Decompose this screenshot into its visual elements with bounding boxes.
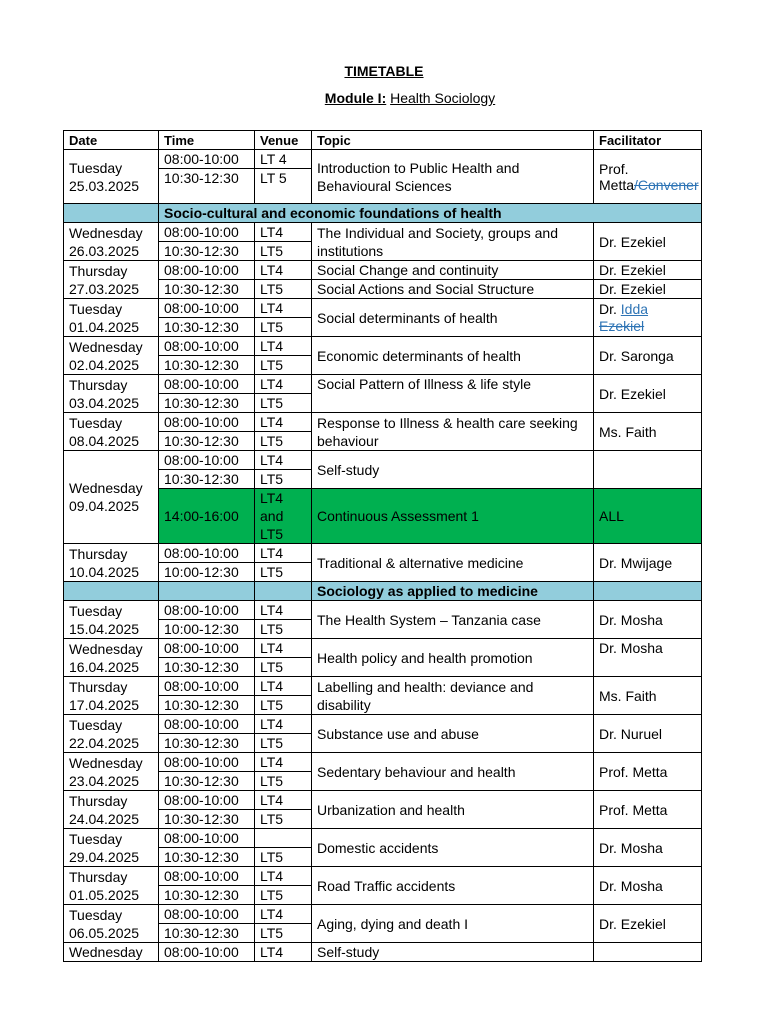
time-cell: 08:00-10:00 [159, 413, 255, 432]
topic-cell: Social Change and continuity [312, 261, 594, 280]
module-label: Module I: [324, 90, 387, 106]
table-row [64, 375, 702, 394]
venue-cell: LT5 [255, 242, 312, 261]
time-cell: 10:30-12:30 [159, 886, 255, 905]
table-row [64, 943, 702, 962]
header-topic: Topic [312, 131, 594, 150]
facilitator-cell [594, 943, 702, 962]
date-cell: Tuesday 08.04.2025 [64, 413, 159, 451]
date-cell: Tuesday 06.05.2025 [64, 905, 159, 943]
venue-cell: LT4 [255, 413, 312, 432]
date-cell: Wednesday 16.04.2025 [64, 639, 159, 677]
date-cell: Thursday 24.04.2025 [64, 791, 159, 829]
facilitator-cell: ALL [594, 489, 702, 544]
venue-cell: LT5 [255, 356, 312, 375]
topic-cell: Sedentary behaviour and health [312, 753, 594, 791]
topic-cell: Health policy and health promotion [312, 639, 594, 677]
topic-cell: Road Traffic accidents [312, 867, 594, 905]
venue-cell: LT5 [255, 620, 312, 639]
header-date: Date [64, 131, 159, 150]
venue-cell: LT4 [255, 223, 312, 242]
table-row [64, 905, 702, 924]
venue-cell: LT5 [255, 886, 312, 905]
facilitator-cell: Dr. Idda Ezekiel [594, 299, 702, 337]
table-row [64, 639, 702, 658]
venue-cell: LT4 [255, 943, 312, 962]
topic-cell: Continuous Assessment 1 [312, 489, 594, 544]
facilitator-cell: Prof. Metta [594, 791, 702, 829]
facilitator-cell: Ms. Faith [594, 677, 702, 715]
venue-cell [255, 829, 312, 848]
topic-cell: Social Actions and Social Structure [312, 280, 594, 299]
time-cell: 10:30-12:30 [159, 432, 255, 451]
time-cell: 10:30-12:30 [159, 169, 255, 204]
deleted-text: /Convener [634, 176, 699, 193]
venue-cell: LT5 [255, 734, 312, 753]
time-cell: 14:00-16:00 [159, 489, 255, 544]
time-cell: 08:00-10:00 [159, 829, 255, 848]
date-cell: Wednesday 09.04.2025 [64, 451, 159, 544]
topic-cell: The Individual and Society, groups and institutions [312, 223, 594, 261]
time-cell: 10:30-12:30 [159, 470, 255, 489]
topic-cell: Self-study [312, 451, 594, 489]
time-cell: 10:30-12:30 [159, 696, 255, 715]
facilitator-cell: Dr. Ezekiel [594, 223, 702, 261]
table-row [64, 829, 702, 848]
facilitator-cell: Prof. Metta/Convener [594, 150, 702, 204]
facilitator-cell: Prof. Metta [594, 753, 702, 791]
facilitator-cell: Dr. Ezekiel [594, 261, 702, 280]
topic-cell: Domestic accidents [312, 829, 594, 867]
venue-cell: LT5 [255, 432, 312, 451]
time-cell: 08:00-10:00 [159, 867, 255, 886]
topic-cell: Substance use and abuse [312, 715, 594, 753]
venue-cell: LT5 [255, 470, 312, 489]
table-row [64, 280, 702, 299]
time-cell: 10:30-12:30 [159, 318, 255, 337]
time-cell: 08:00-10:00 [159, 715, 255, 734]
time-cell: 10:30-12:30 [159, 356, 255, 375]
facilitator-cell: Dr. Mosha [594, 829, 702, 867]
time-cell: 08:00-10:00 [159, 375, 255, 394]
table-row [64, 150, 702, 169]
table-row [64, 299, 702, 318]
time-cell: 08:00-10:00 [159, 451, 255, 470]
venue-cell: LT5 [255, 394, 312, 413]
venue-cell: LT4 [255, 261, 312, 280]
facilitator-cell: Dr. Ezekiel [594, 375, 702, 413]
topic-cell: Response to Illness & health care seeking behaviour [312, 413, 594, 451]
page-title: TIMETABLE [344, 63, 424, 79]
facilitator-cell: Dr. Nuruel [594, 715, 702, 753]
date-cell: Tuesday 22.04.2025 [64, 715, 159, 753]
venue-cell: LT4 [255, 299, 312, 318]
table-row [64, 867, 702, 886]
facilitator-cell: Dr. Mosha [594, 867, 702, 905]
venue-cell: LT4 [255, 337, 312, 356]
topic-cell: Social determinants of health [312, 299, 594, 337]
facilitator-cell: Dr. Mosha [594, 601, 702, 639]
table-row [64, 753, 702, 772]
date-cell: Tuesday 29.04.2025 [64, 829, 159, 867]
table-row [64, 223, 702, 242]
time-cell: 10:30-12:30 [159, 658, 255, 677]
date-cell: Wednesday [64, 943, 159, 962]
table-row [64, 677, 702, 696]
time-cell: 10:30-12:30 [159, 924, 255, 943]
module-heading [60, 90, 760, 106]
venue-cell: LT4 [255, 715, 312, 734]
time-cell: 08:00-10:00 [159, 544, 255, 563]
facilitator-cell: Dr. Mosha [594, 639, 702, 677]
time-cell: 08:00-10:00 [159, 639, 255, 658]
time-cell: 08:00-10:00 [159, 753, 255, 772]
venue-cell: LT5 [255, 810, 312, 829]
section-row [64, 582, 702, 601]
time-cell: 10:00-12:30 [159, 563, 255, 582]
inserted-text: Idda [620, 300, 649, 317]
time-cell: 08:00-10:00 [159, 601, 255, 620]
date-cell: Thursday 17.04.2025 [64, 677, 159, 715]
header-facilitator: Facilitator [594, 131, 702, 150]
table-row [64, 715, 702, 734]
facilitator-cell: Dr. Ezekiel [594, 280, 702, 299]
table-row [64, 413, 702, 432]
date-cell: Thursday 27.03.2025 [64, 261, 159, 299]
venue-cell: LT5 [255, 772, 312, 791]
venue-cell: LT4 [255, 905, 312, 924]
topic-cell: Aging, dying and death I [312, 905, 594, 943]
time-cell: 08:00-10:00 [159, 905, 255, 924]
facilitator-cell: Dr. Saronga [594, 337, 702, 375]
time-cell: 08:00-10:00 [159, 677, 255, 696]
time-cell: 08:00-10:00 [159, 299, 255, 318]
timetable [63, 130, 702, 962]
venue-cell: LT 5 [255, 169, 312, 204]
facilitator-cell: Ms. Faith [594, 413, 702, 451]
venue-cell: LT4 [255, 677, 312, 696]
date-cell: Thursday 01.05.2025 [64, 867, 159, 905]
venue-cell: LT5 [255, 696, 312, 715]
venue-cell: LT5 [255, 924, 312, 943]
venue-cell: LT4 [255, 753, 312, 772]
topic-cell: Urbanization and health [312, 791, 594, 829]
facilitator-cell: Dr. Ezekiel [594, 905, 702, 943]
time-cell: 10:30-12:30 [159, 280, 255, 299]
venue-cell: LT5 [255, 280, 312, 299]
time-cell: 10:30-12:30 [159, 848, 255, 867]
venue-cell: LT4 [255, 451, 312, 470]
topic-cell: Self-study [312, 943, 594, 962]
date-cell: Thursday 10.04.2025 [64, 544, 159, 582]
table-row [64, 544, 702, 563]
table-row [64, 337, 702, 356]
facilitator-cell: Dr. Mwijage [594, 544, 702, 582]
topic-cell: The Health System – Tanzania case [312, 601, 594, 639]
time-cell: 10:30-12:30 [159, 734, 255, 753]
date-cell: Tuesday 15.04.2025 [64, 601, 159, 639]
table-row [64, 791, 702, 810]
topic-cell: Economic determinants of health [312, 337, 594, 375]
time-cell: 08:00-10:00 [159, 337, 255, 356]
venue-cell: LT5 [255, 318, 312, 337]
venue-cell: LT4 and LT5 [255, 489, 312, 544]
topic-cell: Social Pattern of Illness & life style [312, 375, 594, 413]
time-cell: 10:30-12:30 [159, 394, 255, 413]
header-venue: Venue [255, 131, 312, 150]
time-cell: 08:00-10:00 [159, 791, 255, 810]
time-cell: 08:00-10:00 [159, 261, 255, 280]
time-cell: 10:30-12:30 [159, 810, 255, 829]
time-cell: 10:30-12:30 [159, 772, 255, 791]
assessment-row [64, 489, 702, 544]
header-time: Time [159, 131, 255, 150]
topic-cell: Traditional & alternative medicine [312, 544, 594, 582]
venue-cell: LT5 [255, 563, 312, 582]
time-cell: 10:30-12:30 [159, 242, 255, 261]
venue-cell: LT4 [255, 544, 312, 563]
header-row [64, 131, 702, 150]
venue-cell: LT4 [255, 639, 312, 658]
topic-cell: Introduction to Public Health and Behavioural Sciences [312, 150, 594, 204]
topic-cell: Labelling and health: deviance and disability [312, 677, 594, 715]
date-cell: Thursday 03.04.2025 [64, 375, 159, 413]
venue-cell: LT 4 [255, 150, 312, 169]
date-cell: Wednesday 23.04.2025 [64, 753, 159, 791]
table-row [64, 261, 702, 280]
time-cell: 08:00-10:00 [159, 943, 255, 962]
table-row [64, 601, 702, 620]
venue-cell: LT5 [255, 658, 312, 677]
time-cell: 08:00-10:00 [159, 150, 255, 169]
time-cell: 08:00-10:00 [159, 223, 255, 242]
venue-cell: LT4 [255, 601, 312, 620]
section-row [64, 204, 702, 223]
date-cell: Tuesday 25.03.2025 [64, 150, 159, 204]
module-name: Health Sociology [390, 90, 496, 106]
table-row [64, 451, 702, 470]
date-cell: Wednesday 02.04.2025 [64, 337, 159, 375]
venue-cell: LT4 [255, 791, 312, 810]
venue-cell: LT5 [255, 848, 312, 867]
date-cell: Tuesday 01.04.2025 [64, 299, 159, 337]
section-title: Sociology as applied to medicine [312, 582, 594, 601]
deleted-text: Ezekiel [599, 317, 645, 334]
time-cell: 10:00-12:30 [159, 620, 255, 639]
venue-cell: LT4 [255, 867, 312, 886]
section-title: Socio-cultural and economic foundations of health [159, 204, 702, 223]
venue-cell: LT4 [255, 375, 312, 394]
date-cell: Wednesday 26.03.2025 [64, 223, 159, 261]
facilitator-cell [594, 451, 702, 489]
